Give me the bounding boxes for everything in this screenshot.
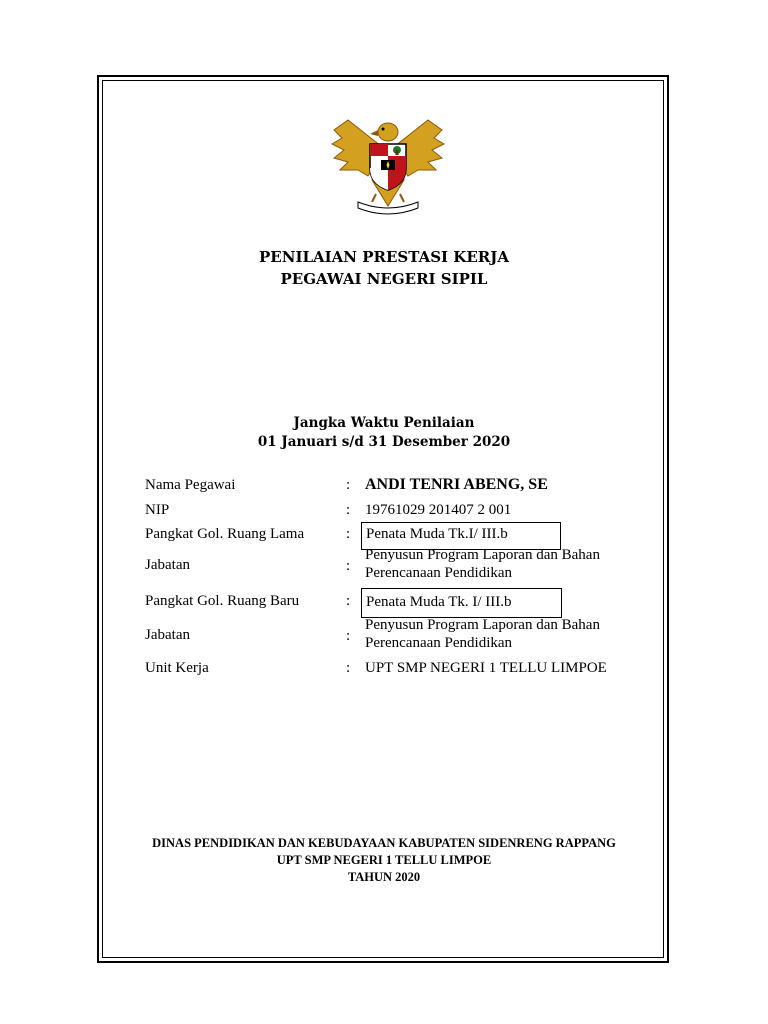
jabatan-lama-label: Jabatan bbox=[145, 557, 190, 573]
unit-kerja-value: UPT SMP NEGERI 1 TELLU LIMPOE bbox=[365, 660, 607, 676]
footer-school: UPT SMP NEGERI 1 TELLU LIMPOE bbox=[276, 853, 492, 867]
garuda-emblem-icon bbox=[328, 110, 448, 220]
pangkat-lama-colon: : bbox=[346, 526, 351, 542]
document-title-line2: PEGAWAI NEGERI SIPIL bbox=[280, 270, 488, 288]
unit-kerja-label: Unit Kerja bbox=[145, 660, 209, 676]
nama-label: Nama Pegawai bbox=[145, 477, 236, 493]
jabatan-lama-value-line1: Penyusun Program Laporan dan Bahan bbox=[365, 547, 600, 563]
jabatan-baru-value-line1: Penyusun Program Laporan dan Bahan bbox=[365, 617, 600, 633]
jabatan-baru-value-line2: Perencanaan Pendidikan bbox=[365, 635, 513, 651]
unit-kerja-colon: : bbox=[346, 660, 351, 676]
pangkat-lama-label: Pangkat Gol. Ruang Lama bbox=[145, 526, 305, 542]
nip-value: 19761029 201407 2 001 bbox=[365, 502, 512, 518]
footer-agency: DINAS PENDIDIKAN DAN KEBUDAYAAN KABUPATEN SIDENRENG RAPPANG bbox=[152, 836, 616, 850]
jabatan-lama-colon: : bbox=[346, 558, 351, 574]
period-label: Jangka Waktu Penilaian bbox=[293, 415, 475, 431]
pangkat-baru-colon: : bbox=[346, 593, 351, 609]
period-range: 01 Januari s/d 31 Desember 2020 bbox=[257, 434, 511, 450]
document-title-line1: PENILAIAN PRESTASI KERJA bbox=[259, 248, 509, 266]
nip-label: NIP bbox=[145, 502, 170, 518]
pangkat-baru-label: Pangkat Gol. Ruang Baru bbox=[145, 593, 300, 609]
jabatan-baru-colon: : bbox=[346, 628, 351, 644]
pangkat-lama-value: Penata Muda Tk.I/ III.b bbox=[361, 522, 561, 550]
pangkat-baru-value: Penata Muda Tk. I/ III.b bbox=[361, 588, 562, 618]
nama-value: ANDI TENRI ABENG, SE bbox=[365, 476, 548, 493]
footer-year: TAHUN 2020 bbox=[347, 870, 421, 884]
jabatan-baru-label: Jabatan bbox=[145, 627, 190, 643]
nip-colon: : bbox=[346, 502, 351, 518]
jabatan-lama-value-line2: Perencanaan Pendidikan bbox=[365, 565, 513, 581]
nama-colon: : bbox=[346, 477, 351, 493]
